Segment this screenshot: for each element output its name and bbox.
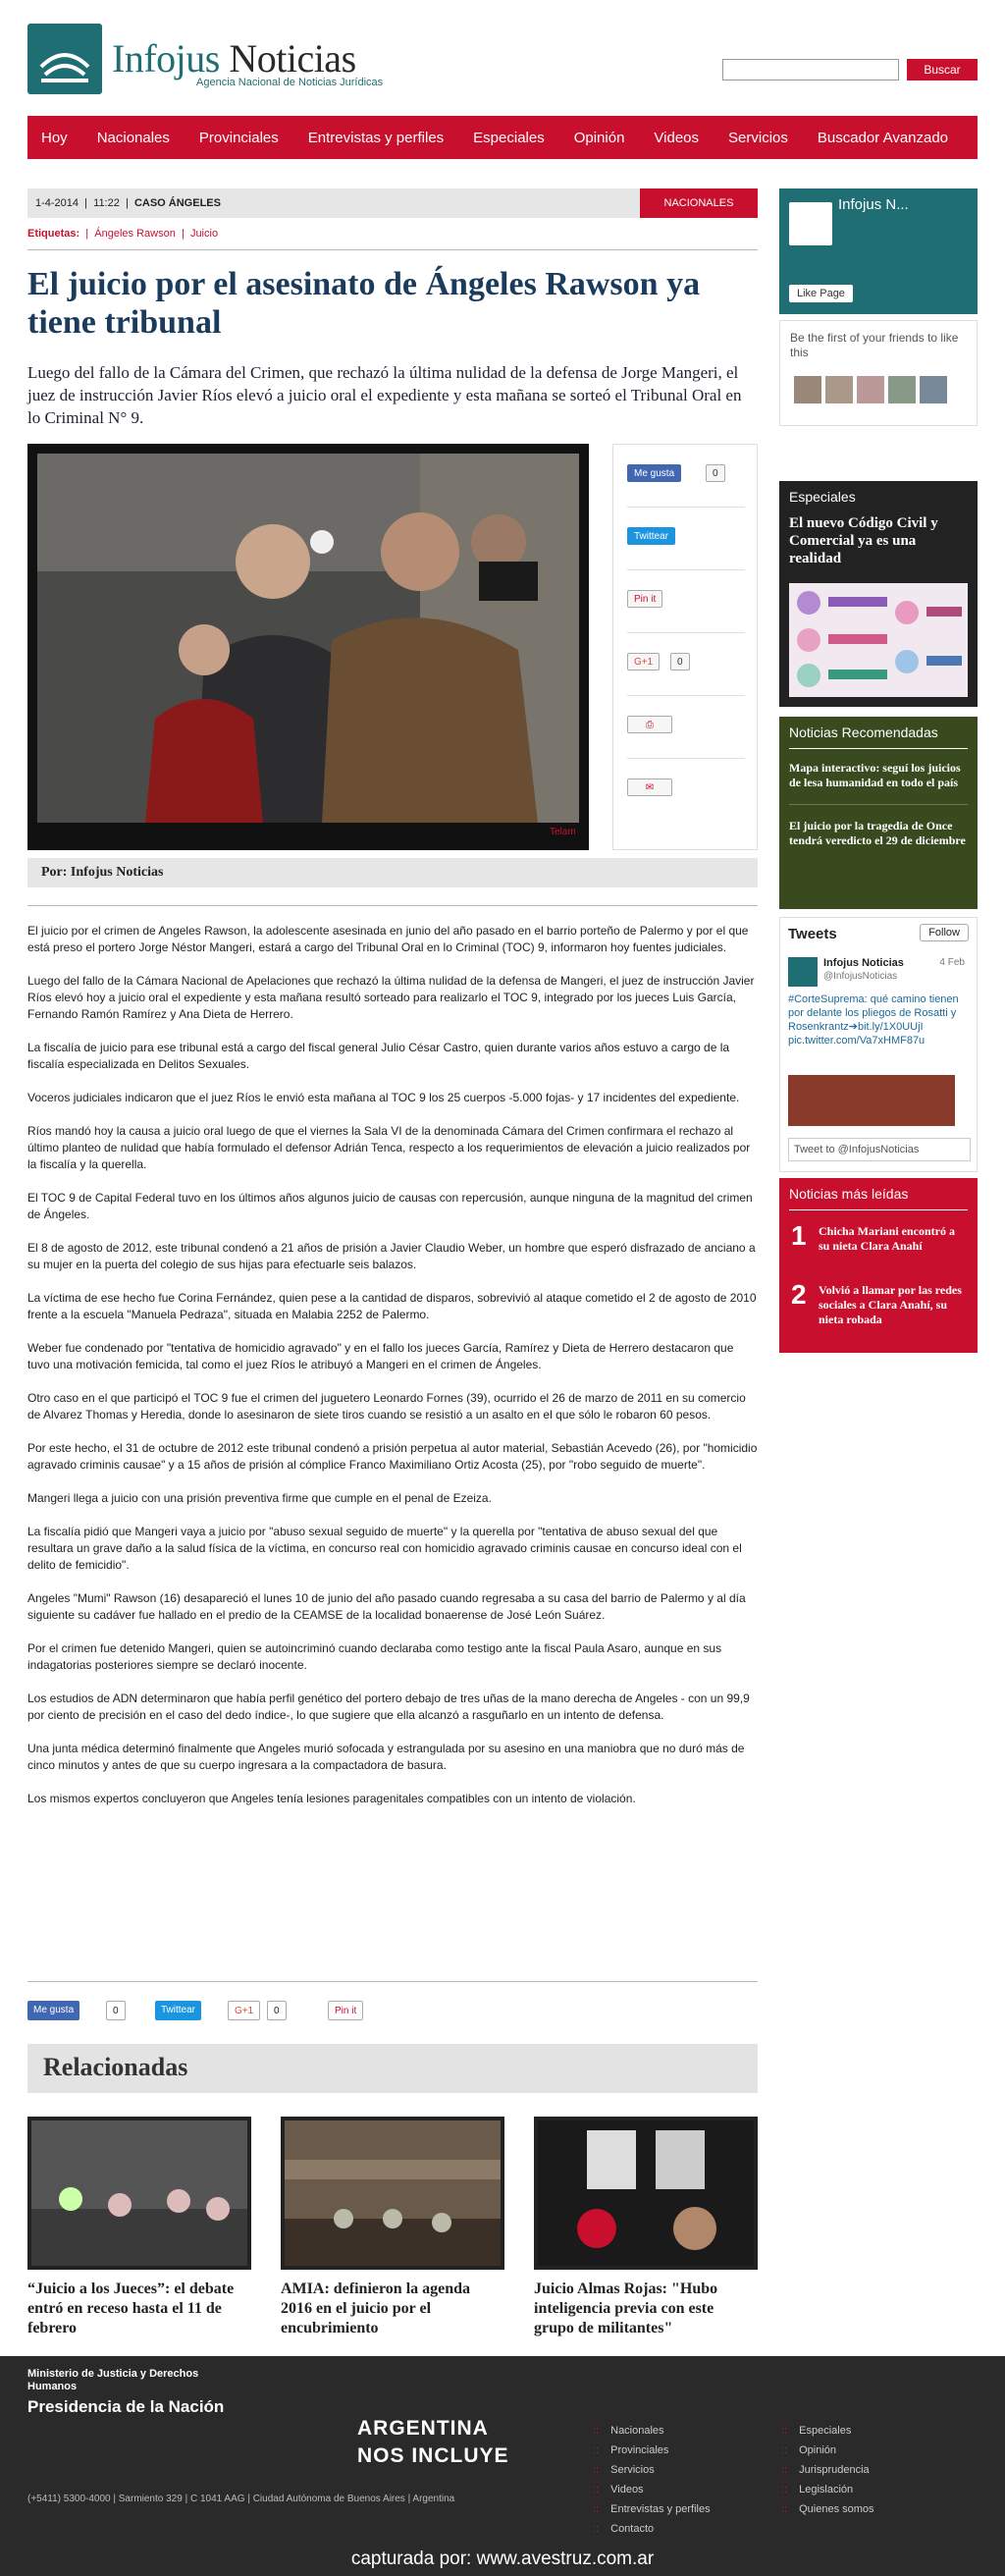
related-title[interactable]: “Juicio a los Jueces”: el debate entró en receso hasta el 11 de febrero: [27, 2281, 235, 2336]
body-paragraph: Ríos mandó hoy la causa a juicio oral luego de que el viernes la Sala VI de la denominada Cámara del Crimen confirmara el rechazo al último planteo de nulidad que había formulado el defensor Adrián Tenca, respecto a los requerimientos de elevación a juicio realizados por la fiscalía y la querella.: [27, 1124, 751, 1171]
share-row: [627, 570, 745, 633]
share-row: [627, 696, 745, 759]
nav-nacionales[interactable]: Nacionales: [96, 129, 170, 146]
meta-date: 1-4-2014: [35, 197, 79, 209]
meta-time: 11:22: [93, 197, 120, 209]
footer-link[interactable]: :: Legislación: [781, 2480, 874, 2499]
follow-button[interactable]: Follow: [920, 924, 969, 941]
argentina-logo[interactable]: [357, 2415, 509, 2470]
site-header: [27, 24, 978, 102]
ministerio-label[interactable]: Ministerio de Justicia y Derechos Humanos: [27, 2368, 199, 2392]
related-thumbnail[interactable]: [281, 2117, 504, 2270]
related-item[interactable]: [281, 2117, 504, 2338]
nav-servicios[interactable]: Servicios: [728, 129, 788, 146]
share-row: [627, 445, 745, 508]
avatar[interactable]: [920, 376, 947, 403]
nav-opinion[interactable]: Opinión: [573, 129, 625, 146]
share-row: [627, 633, 745, 696]
tweet-handle[interactable]: @InfojusNoticias: [823, 971, 898, 982]
avatar[interactable]: [794, 376, 821, 403]
recomendadas-heading: Noticias Recomendadas: [789, 724, 938, 740]
main-nav: [27, 116, 978, 159]
facebook-like-button[interactable]: Me gusta: [27, 2001, 79, 2020]
footer-link[interactable]: :: Quienes somos: [781, 2499, 874, 2519]
body-paragraph: El TOC 9 de Capital Federal tuvo en los últimos años algunos juicio de causas con repercusión, aunque ninguna de la magnitud del crimen de Ángeles.: [27, 1191, 753, 1221]
nav-hoy[interactable]: Hoy: [41, 129, 68, 146]
body-paragraph: Mangeri llega a juicio con una prisión preventiva firme que cumple en el penal de Ezeiza.: [27, 1491, 492, 1505]
related-item[interactable]: [534, 2117, 758, 2338]
mas-leidas-number: 2: [791, 1279, 807, 1310]
footer-link[interactable]: :: Servicios: [593, 2460, 711, 2480]
capture-watermark: capturada por: www.avestruz.com.ar: [350, 2549, 655, 2569]
incluye-text: NOS INCLUYE: [357, 2444, 509, 2467]
footer-link[interactable]: :: Contacto: [593, 2519, 711, 2539]
tag-link[interactable]: Ángeles Rawson: [94, 228, 176, 240]
tweet-image[interactable]: [788, 1075, 955, 1126]
tweet-user[interactable]: Infojus Noticias: [823, 957, 904, 969]
share-column: [612, 444, 758, 850]
twitter-widget: [779, 917, 978, 1172]
share-row: [627, 508, 745, 570]
body-paragraph: Otro caso en el que participó el TOC 9 fue el crimen del juguetero Leonardo Fornes (39), ocurrido el 26 de marzo de 2011 en su comercio de Alvarez Thomas y Heredia, donde lo asesinaron de siete tiros cuando se resistió a un asalto en el que sólo le robaron 60 pesos.: [27, 1391, 746, 1422]
footer-link[interactable]: :: Especiales: [781, 2421, 874, 2441]
body-paragraph: El 8 de agosto de 2012, este tribunal condenó a 21 años de prisión a Javier Claudio Weber, un hombre que esperó disfrazado de anciano a su mujer en la puerta del colegio de sus hijas para efectuarle seis balazos.: [27, 1241, 756, 1271]
mas-leidas-number: 1: [791, 1220, 807, 1251]
body-paragraph: Weber fue condenado por "tentativa de homicidio agravado" y en el fallo los jueces García, Ramírez y Dieta de Herrero destacaron que tuvo una motivación femicida, tal como el juez Ríos le atribuyó a Mangeri en el crimen de Ángeles.: [27, 1341, 734, 1371]
logo-noticias: Noticias: [229, 36, 356, 80]
gplus-count: 0: [267, 2001, 287, 2020]
body-paragraph: Los estudios de ADN determinaron que había perfil genético del portero debajo de tres uñas de la mano derecha de Angeles - con un 99,9 por ciento de precisión en el caso del dedo índice-, lo que sugiere que ella alcanzó a rasguñarlo en un intento de defensa.: [27, 1691, 750, 1722]
divider: [27, 905, 758, 906]
logo-wordmark[interactable]: [112, 35, 356, 81]
fb-like-page-button[interactable]: Like Page: [789, 285, 853, 302]
nav-videos[interactable]: Videos: [654, 129, 700, 146]
tweets-heading: Tweets: [788, 926, 837, 942]
article-title: El juicio por el asesinato de Ángeles Rawson ya tiene tribunal: [27, 266, 701, 341]
logo-icon[interactable]: [27, 24, 102, 94]
tag-link[interactable]: Juicio: [189, 228, 219, 240]
nav-provinciales[interactable]: Provinciales: [198, 129, 279, 146]
meta-case[interactable]: CASO ÁNGELES: [133, 197, 221, 209]
body-paragraph: El juicio por el crimen de Angeles Rawson, la adolescente asesinada en junio del año pasado en el barrio porteño de Palermo y por el que está preso el portero Jorge Néstor Mangeri, estará a cargo del Tribunal Oral en lo Criminal (TOC) 9, informaron hoy fuentes judiciales.: [27, 924, 749, 954]
recomendada-link[interactable]: El juicio por la tragedia de Once tendrá veredicto el 29 de diciembre: [789, 819, 966, 847]
body-paragraph: Por este hecho, el 31 de octubre de 2012 este tribunal condenó a prisión perpetua al autor material, Sebastián Acevedo (26), por "homicidio agravado criminis causae" y a 15 años de prisión al cómplice Franco Maximiliano Ortiz Acosta (25), por "robo seguido de muerte".: [27, 1441, 758, 1472]
especiales-heading: Especiales: [789, 489, 856, 505]
gplus-button[interactable]: G+1: [627, 653, 660, 671]
search-button[interactable]: Buscar: [907, 59, 978, 80]
footer-link[interactable]: :: Videos: [593, 2480, 711, 2499]
avatar[interactable]: [825, 376, 853, 403]
category-badge[interactable]: NACIONALES: [640, 188, 758, 218]
fb-friends-text: Be the first of your friends to like this: [790, 331, 959, 359]
photo-credit: Telam: [550, 827, 576, 837]
article-body: [27, 923, 758, 1824]
pinterest-button[interactable]: Pin it: [627, 590, 662, 608]
footer-links-2: [781, 2421, 874, 2519]
related-title[interactable]: AMIA: definieron la agenda 2016 en el juicio por el encubrimiento: [281, 2281, 471, 2336]
body-paragraph: Por el crimen fue detenido Mangeri, quien se autoincriminó cuando declaraba como testigo ante la fiscal Paula Asaro, aunque en sus indagatorias posteriores siempre se declaró inocente.: [27, 1641, 722, 1672]
tweet-to-input[interactable]: Tweet to @InfojusNoticias: [788, 1138, 971, 1161]
mas-leidas-item[interactable]: [779, 1279, 978, 1338]
share-row: [627, 759, 745, 822]
especiales-title[interactable]: El nuevo Código Civil y Comercial ya es una realidad: [789, 515, 938, 566]
mas-leidas-box: [779, 1178, 978, 1353]
presidencia-label[interactable]: Presidencia de la Nación: [27, 2397, 225, 2416]
tags: Etiquetas: | Ángeles Rawson | Juicio: [27, 228, 219, 240]
footer-links-1: [593, 2421, 711, 2539]
print-icon[interactable]: ⎙: [627, 716, 672, 733]
facebook-count: 0: [106, 2001, 126, 2020]
footer-link[interactable]: :: Provinciales: [593, 2441, 711, 2460]
fb-friends-box: [779, 320, 978, 426]
fb-friend-avatars: [794, 376, 947, 403]
facebook-page-widget[interactable]: [779, 188, 978, 314]
nav-buscador[interactable]: Buscador Avanzado: [817, 129, 949, 146]
article-lead: Luego del fallo de la Cámara del Crimen, que rechazó la última nulidad de la defensa de Jorge Mangeri, el juez de instrucción Javier Ríos elevó a juicio oral el expediente y esta mañana se sorteó el Tribunal Oral en lo Criminal N° 9.: [27, 363, 742, 427]
mas-leidas-title[interactable]: Volvió a llamar por las redes sociales a Clara Anahí, su nieta robada: [819, 1283, 962, 1326]
avatar[interactable]: [888, 376, 916, 403]
footer-link[interactable]: :: Jurisprudencia: [781, 2460, 874, 2480]
gplus-button[interactable]: G+1: [228, 2001, 260, 2020]
avatar[interactable]: [788, 957, 818, 987]
facebook-like-button[interactable]: Me gusta: [627, 464, 681, 482]
especiales-box[interactable]: [779, 481, 978, 707]
divider: [27, 249, 758, 250]
body-paragraph: Luego del fallo de la Cámara Nacional de Apelaciones que rechazó la última nulidad de la defensa de Mangeri, el juez de instrucción Javier Ríos elevó hoy a juicio oral el expediente y esta mañana resultó sorteado para realizarlo el TOC 9, integrado por los jueces Luis García, Fernando Ramón Ramírez y Ana Dieta de Herrero.: [27, 974, 755, 1021]
divider: [27, 1981, 758, 1982]
body-paragraph: Angeles "Mumi" Rawson (16) desapareció el lunes 10 de junio del año pasado cuando regresaba a su casa del barrio de Palermo y al día siguiente su cadáver fue hallado en el predio de la CEAMSE de la localidad bonaerense de José León Suárez.: [27, 1591, 746, 1622]
body-paragraph: La fiscalía pidió que Mangeri vaya a juicio por "abuso sexual seguido de muerte" y la querella por "tentativa de abuso sexual del que resultara un grave daño a la salud física de la víctima, en concurso real con homicidio agravado criminis causae en concurso ideal con el delito de femicidio".: [27, 1525, 742, 1572]
tags-label: Etiquetas:: [27, 228, 80, 240]
gplus-count: 0: [670, 653, 690, 671]
recomendadas-box: [779, 717, 978, 909]
related-thumbnail[interactable]: [27, 2117, 251, 2270]
fb-page-name[interactable]: Infojus N...: [838, 196, 909, 213]
footer-link[interactable]: :: Opinión: [781, 2441, 874, 2460]
facebook-count: 0: [706, 464, 725, 482]
article-photo: [27, 444, 589, 850]
footer-link[interactable]: :: Entrevistas y perfiles: [593, 2499, 711, 2519]
body-paragraph: Una junta médica determinó finalmente que Angeles murió sofocada y estrangulada por su asesino en una maniobra que no duró más de cinco minutos y antes de que su cuerpo ingresara a la compactadora de basura.: [27, 1742, 745, 1772]
avatar[interactable]: [857, 376, 884, 403]
footer-address: (+5411) 5300-4000 | Sarmiento 329 | C 1041 AAG | Ciudad Autónoma de Buenos Aires | Argentina: [27, 2494, 455, 2504]
recomendada-link[interactable]: Mapa interactivo: seguí los juicios de lesa humanidad en todo el país: [789, 761, 961, 789]
nav-especiales[interactable]: Especiales: [473, 129, 545, 146]
body-paragraph: Los mismos expertos concluyeron que Angeles tenía lesiones paragenitales compatibles con un intento de violación.: [27, 1792, 636, 1805]
related-heading: Relacionadas: [27, 2044, 758, 2093]
body-paragraph: La fiscalía de juicio para ese tribunal está a cargo del fiscal general Julio César Castro, quien durante varios años estuvo a cargo de la fiscalía especializada en Delitos Sexuales.: [27, 1041, 730, 1071]
tweet-text[interactable]: #CorteSuprema: qué camino tienen por delante los pliegos de Rosatti y Rosenkrantz➔bit.ly/1X0UUjI pic.twitter.com/Va7xHMF87u: [788, 993, 959, 1046]
mas-leidas-title[interactable]: Chicha Mariani encontró a su nieta Clara Anahí: [819, 1224, 955, 1253]
logo-infojus: Infojus: [112, 36, 220, 80]
body-paragraph: Voceros judiciales indicaron que el juez Ríos le envió esta mañana al TOC 9 los 25 cuerpos -5.000 fojas- y 17 incidentes del expediente.: [27, 1091, 740, 1104]
twitter-button[interactable]: Twittear: [627, 527, 675, 545]
especiales-image[interactable]: [789, 583, 968, 697]
byline: Por: Infojus Noticias: [27, 858, 758, 887]
footer-link[interactable]: :: Nacionales: [593, 2421, 711, 2441]
related-title[interactable]: Juicio Almas Rojas: "Hubo inteligencia previa con este grupo de militantes": [534, 2281, 718, 2336]
email-icon[interactable]: ✉: [627, 778, 672, 796]
argentina-text: ARGENTINA: [357, 2417, 489, 2440]
article-meta: 1-4-2014 | 11:22 | CASO ÁNGELES: [27, 188, 758, 218]
nav-entrevistas[interactable]: Entrevistas y perfiles: [307, 129, 445, 146]
pinterest-button[interactable]: Pin it: [328, 2001, 363, 2020]
search-input[interactable]: [722, 59, 899, 80]
share-bar-bottom: [27, 2001, 758, 2022]
mas-leidas-heading: Noticias más leídas: [789, 1186, 909, 1202]
related-item[interactable]: [27, 2117, 251, 2338]
related-thumbnail[interactable]: [534, 2117, 758, 2270]
logo-icon: [789, 202, 832, 245]
mas-leidas-item[interactable]: [779, 1220, 978, 1279]
body-paragraph: La víctima de ese hecho fue Corina Fernández, quien pese a la cantidad de disparos, sobrevivió al ataque cometido el 2 de agosto de 2010 frente a la escuela "Manuela Pedraza", situada en Malabia 2252 de Palermo.: [27, 1291, 757, 1321]
tweet-date: 4 Feb: [939, 957, 965, 968]
logo-subtitle: Agencia Nacional de Noticias Jurídicas: [196, 77, 384, 88]
twitter-button[interactable]: Twittear: [155, 2001, 201, 2020]
